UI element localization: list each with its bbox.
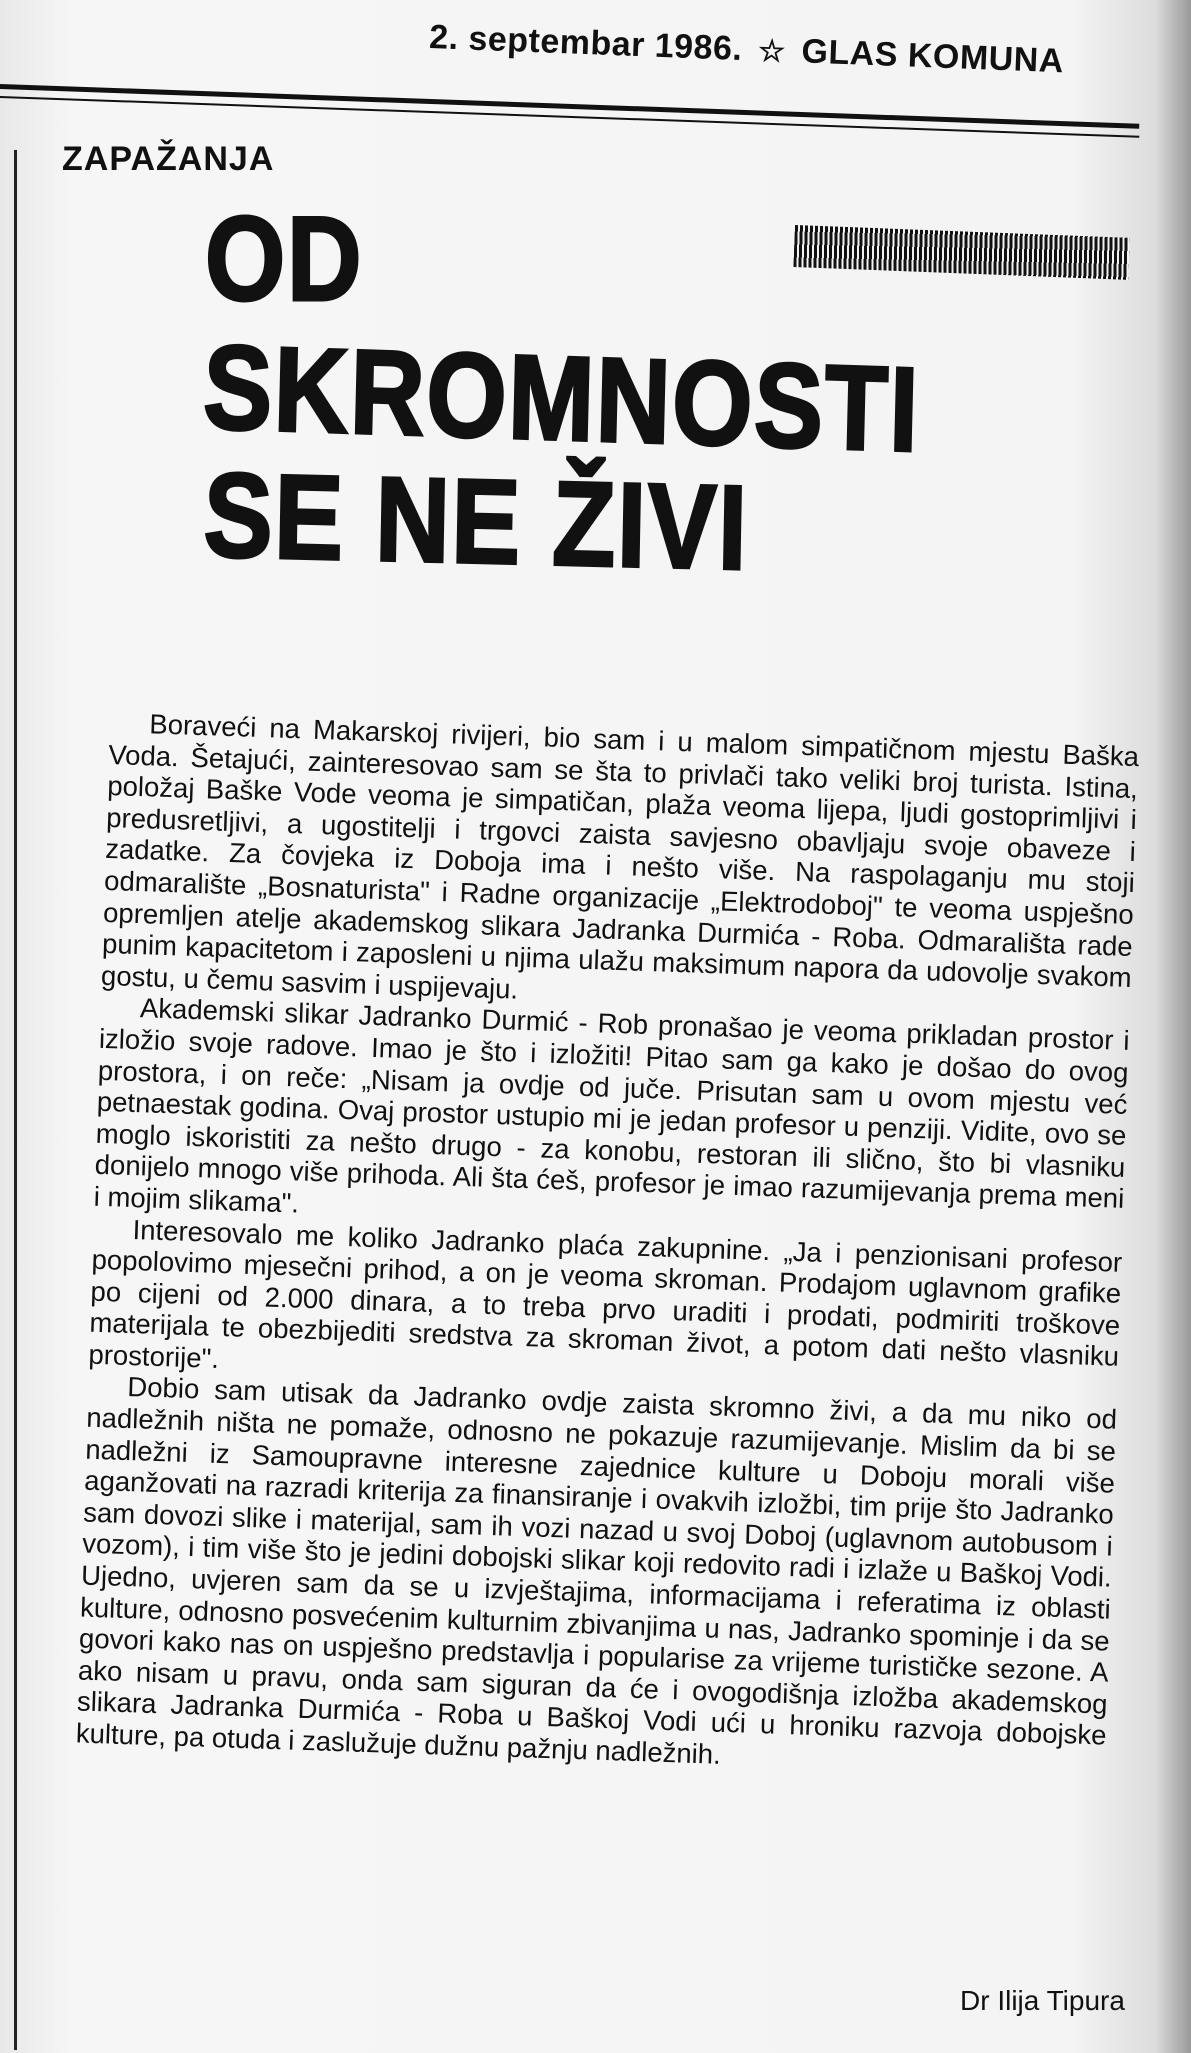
newspaper-name: GLAS KOMUNA — [800, 32, 1065, 81]
paragraph-3: Interesovalo me koliko Jadranko plaća zakupnine. „Ja i penzionisani profesor popolovimo mjesečni prihod, a on je veoma skroman. Prodajom uglavnom grafike po cijeni od 2.000 dinara, a to treba prvo uraditi i prodati, podmiriti troškove materijala te obezbijediti sredstva za skroman život, a potom dati nešto vlasniku prostorije". — [88, 1213, 1123, 1374]
headline-line-1: OD — [205, 192, 364, 326]
paragraph-4: Dobio sam utisak da Jadranko ovdje zaista skromno živi, a da mu niko od nadležnih ništa ne pomaže, odnosno ne pokazuje razumijevanje. Mislim da bi se nadležni iz Samoupravne interesne zajednice kulture u Doboju morali više aganžovati na razradi kriterija za finansiranje i ovakvih izložbi, tim prije što Jadranko sam dovozi slike i materijal, sam ih vozi nazad u svoj Doboj (uglavnom autobusom i vozom), i tim više što je jedini dobojski slikar koji redovito radi i izlaže u Baškoj Vodi. Ujedno, uvjeren sam da se u izvještajima, informacijama i referatima iz oblasti kulture, odnosno posvećenim kulturnim zbivanjima u nas, Jadranko spominje i da se govori kako nas on uspješno predstavlja i popularise za vrijeme turističke sezone. A ako nisam u pravu, onda sam siguran da će i ovogodišnja izložba akademskog slikara Jadranka Durmića - Roba u Baškoj Vodi ući u hroniku razvoja dobojske kulture, pa otuda i zaslužuje dužnu pažnju nadležnih. — [75, 1371, 1118, 1770]
author-byline: Dr Ilija Tipura — [960, 1985, 1125, 2016]
paragraph-2: Akademski slikar Jadranko Durmić - Rob pronašao je veoma prikladan prostor i izložio svoje radove. Imao je što i izložiti! Pitao sam ga kako je došao do ovog prostora, i on reče: „Nisam ja ovdje od juče. Prisutan sam u ovom mjestu već petnaestak godina. Ovaj prostor ustupio mi je jedan profesor u penziji. Vidite, ovo se moglo iskoristiti za nešto drugo - za konobu, restoran ili slično, što bi vlasniku donijelo mnogo više prihoda. Ali šta ćeš, profesor je imao razumijevanja prema meni i mojim slikama". — [93, 992, 1131, 1219]
masthead — [429, 18, 1150, 85]
article-body — [75, 707, 1139, 1783]
headline-line-3: SE NE ŽIVI — [202, 448, 750, 596]
masthead-rule-thick — [0, 84, 1139, 129]
paragraph-1: Boraveći na Makarskoj rivijeri, bio sam i u malom simpatičnom mjestu Baška Voda. Šetajući, zainteresovao sam se šta to privlači tako veliki broj turista. Istina, položaj Baške Vode veoma je simpatičan, plaža veoma lijepa, ljudi gostoprimljivi i predusretljivi, a ugostitelji i trgovci zaista savjesno obavljaju svoje obaveze i zadatke. Za čovjeka iz Doboja ima i nešto više. Na raspolaganju mu stoji odmaralište „Bosnaturista" i Radne organizacije „Elektrodoboj" te veoma uspješno opremljen atelje akademskog slikara Jadranka Durmića - Roba. Odmarališta rade punim kapacitetom i zaposleni u njima ulažu maksimum napora da udovolje svakom gostu, u čemu sasvim i uspijevaju. — [100, 708, 1140, 1005]
section-label: ZAPAŽANJA — [62, 140, 275, 178]
issue-date: 2. septembar 1986. — [428, 18, 744, 68]
column-border — [14, 150, 17, 2050]
headline-line-2: SKROMNOSTI — [201, 320, 922, 478]
star-icon: ☆ — [757, 34, 787, 69]
